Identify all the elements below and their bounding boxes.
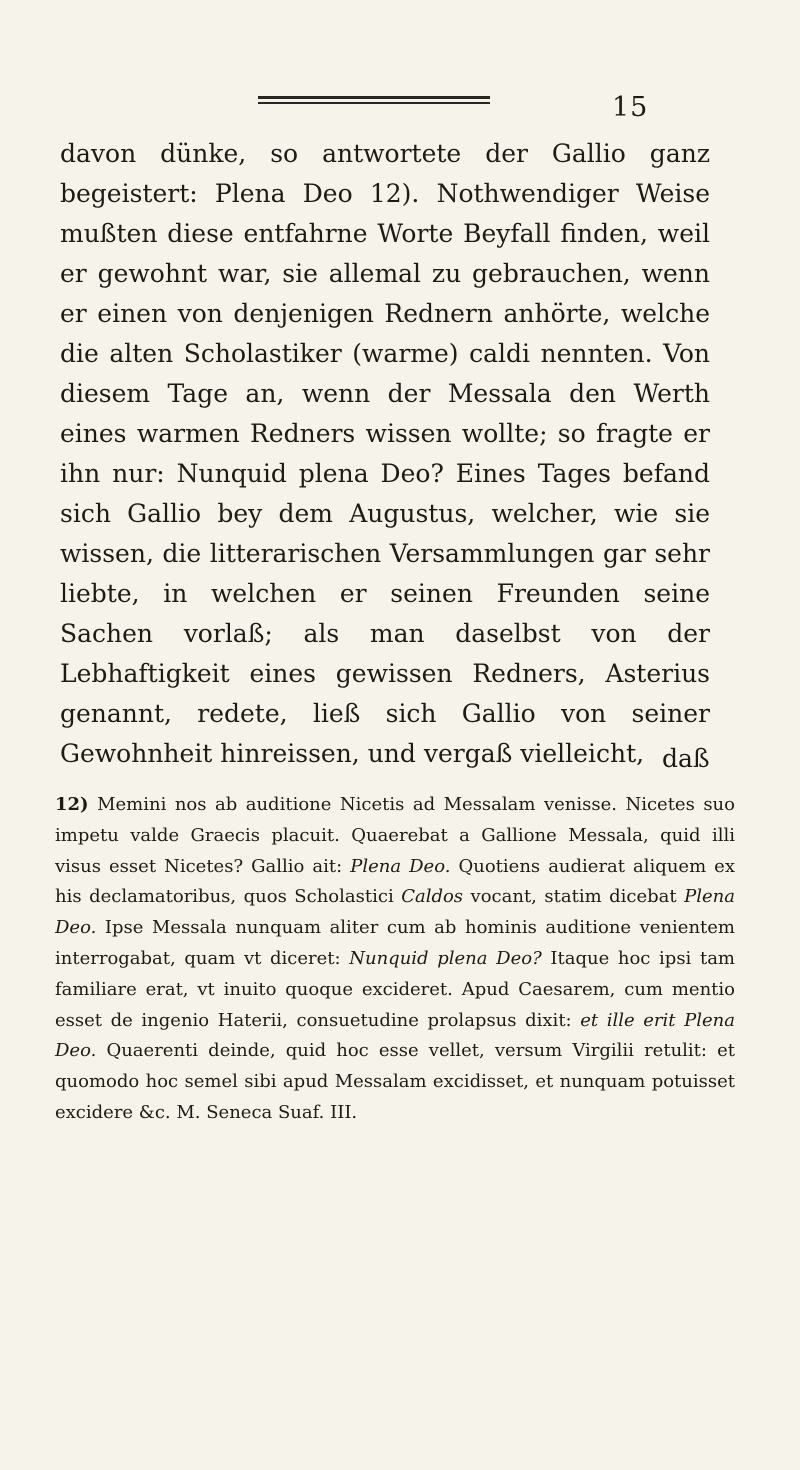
header-rule [258,96,490,110]
footnote-italic: Plena Deo. [350,855,451,877]
footnote-italic: Caldos [401,886,464,908]
main-paragraph: davon dünke, so antwortete der Gallio ganz begeistert: Plena Deo 12). Nothwendiger Weise mußten diese entfahrne Worte Beyfall finden, weil er gewohnt war, sie allemal zu gebrauchen, wenn er einen von denjenigen Rednern anhörte, welche die alten Scholastiker (warme) caldi nennten. Von diesem Tage an, wenn der Messala den Werth eines warmen Redners wissen wollte; so fragte er ihn nur: Nunquid plena Deo? Eines Tages befand sich Gallio bey dem Augustus, welcher, wie sie wissen, die litterarischen Versammlungen gar sehr liebte, in welchen er seinen Freunden seine Sachen vorlaß; als man daselbst von der Lebhaftigkeit eines gewissen Redners, Asterius genannt, redete, ließ sich Gallio von seiner Gewohnheit hinreissen, und vergaß vielleicht, [60,139,710,768]
footnote-italic: et ille erit Plena Deo. [55,1009,735,1062]
main-text [60,134,710,774]
page-number: 15 [612,92,649,123]
footnote-text: vocant, statim dicebat [463,886,685,908]
footnote [55,790,735,1129]
footnote-paragraph [55,790,735,1129]
catchword: daß [662,744,710,773]
footnote-text: Memini nos ab auditione Nicetis ad Messalam venisse. Nicetes suo impetu valde Graecis placuit. Quaerebat a Gallione Messala, quid illi visus esset Nicetes? Gallio ait: [55,794,735,877]
footnote-text: Itaque hoc ipsi tam familiare erat, vt inuito quoque excideret. Apud Caesarem, cum mentio esset de ingenio Haterii, consuetudine prolapsus dixit: [55,947,735,1031]
footnote-text: Ipse Messala nunquam aliter cum ab hominis auditione venientem interrogabat, quam vt diceret: [55,917,735,969]
footnote-italic: Plena Deo. [55,886,735,939]
footnote-text: Quaerenti deinde, quid hoc esse vellet, versum Virgilii retulit: et quomodo hoc semel sibi apud Messalam excidisset, et nunquam potuisset excidere &c. M. Seneca Suaf. III. [55,1040,735,1123]
footnote-marker: 12) [55,794,89,815]
footnote-italic: Nunquid plena Deo? [349,947,542,969]
footnote-text: Quotiens audierat aliquem ex his declamatoribus, quos Scholastici [55,855,735,908]
